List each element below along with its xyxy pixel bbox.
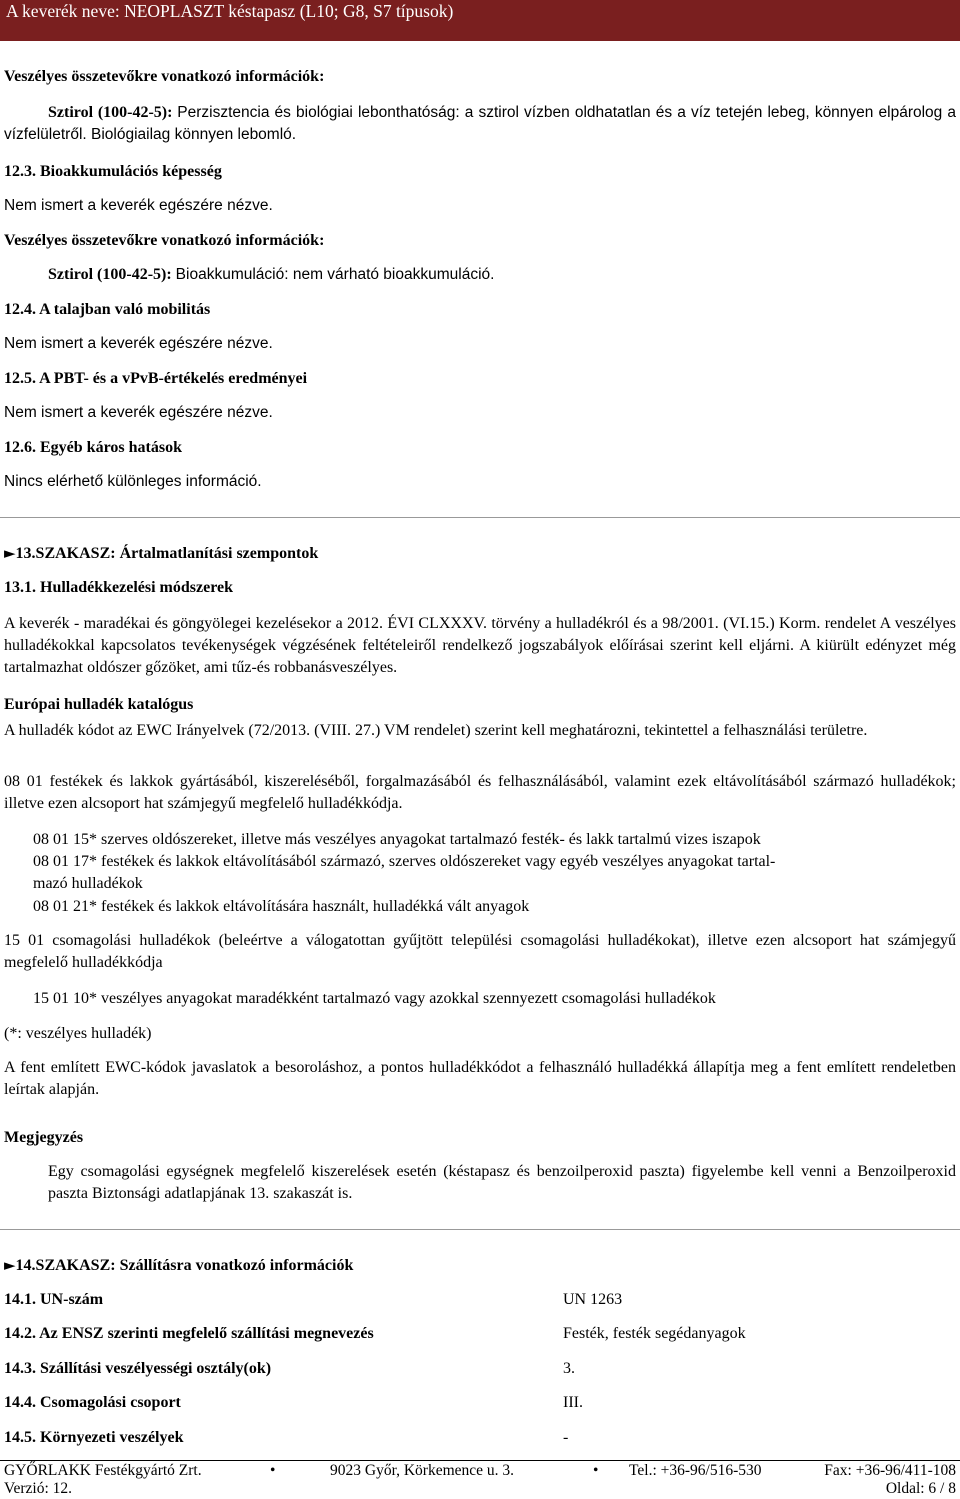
group-08-paragraph: 08 01 festékek és lakkok gyártásából, kiszereléséből, forgalmazásából és felhasználásából, valamint ezek eltávolításából származó hulladékok; illetve ezen alcsoport hat számjegyű megfelelő hulladékkódja. <box>4 773 956 812</box>
remark-heading: Megjegyzés <box>4 1129 84 1146</box>
ewc-code-note: A fent említett EWC-kódok javaslatok a besoroláshoz, a pontos hulladékkódot a felhasználó hulladékká állapítja meg a fent említett rendeletben leírtak alapján. <box>4 1059 956 1098</box>
section-13-title: 13.SZAKASZ: Ártalmatlanítási szempontok <box>15 545 319 562</box>
waste-code-080115: 08 01 15* szerves oldószereket, illetve más veszélyes anyagokat tartalmazó festék- és lakk tartalmú vizes iszapok <box>33 831 761 848</box>
section-divider-2 <box>0 1229 960 1230</box>
waste-code-150110: 15 01 10* veszélyes anyagokat maradékként tartalmazó vagy azokkal szennyezett csomagolási hulladékok <box>33 990 716 1007</box>
transport-row-value: 3. <box>563 1360 575 1377</box>
ewc-paragraph: A hulladék kódot az EWC Irányelvek (72/2013. (VIII. 27.) VM rendelet) szerint kell meghatározni, tekintettel a felhasználási területre. <box>4 722 868 739</box>
waste-code-080117-line2: mazó hulladékok <box>33 875 143 892</box>
styrene-persistence-label: Sztirol (100-42-5): <box>48 104 173 121</box>
document-title: A keverék neve: NEOPLASZT késtapasz (L10; G8, S7 típusok) <box>6 1 454 21</box>
transport-row-label: 14.5. Környezeti veszélyek <box>4 1429 184 1446</box>
styrene-bioaccumulation-text: Bioakkumuláció: nem várható bioakkumuláció. <box>175 266 495 283</box>
section-12-3-title: 12.3. Bioakkumulációs képesség <box>4 163 222 180</box>
section-12-5-title: 12.5. A PBT- és a vPvB-értékelés eredményei <box>4 370 308 387</box>
remark-text: Egy csomagolási egységnek megfelelő kiszerelések esetén (késtapasz és benzoilperoxid paszta) figyelembe kell venni a Benzoilperoxid paszta Biztonsági adatlapjának 13. szakaszát is. <box>48 1163 956 1202</box>
footer-fax: Fax: +36-96/411-108 <box>824 1462 956 1479</box>
styrene-persistence-text: Perzisztencia és biológiai lebonthatóság: a sztirol vízben oldhatatlan és a víz tetején lebeg, könnyen elpárolog a vízfelületről. Biológiailag könnyen lebomló. <box>4 104 957 143</box>
transport-row-value: III. <box>563 1394 583 1411</box>
footer-phone: Tel.: +36-96/516-530 <box>629 1462 762 1479</box>
section-arrow-icon: ► <box>4 544 16 562</box>
section-12-4-text: Nem ismert a keverék egészére nézve. <box>4 335 273 352</box>
footer-divider <box>0 1460 960 1461</box>
section-13-1-title: 13.1. Hulladékkezelési módszerek <box>4 579 234 596</box>
hazard-components-heading: Veszélyes összetevőkre vonatkozó információk: <box>4 68 325 85</box>
group-15-paragraph: 15 01 csomagolási hulladékok (beleértve a válogatottan gyűjtött települési csomagolási hulladékokat), illetve ezen alcsoport hat számjegyű megfelelő hulladékkódja <box>4 932 956 971</box>
document-header <box>0 0 960 41</box>
section-12-3-text: Nem ismert a keverék egészére nézve. <box>4 197 273 214</box>
section-divider <box>0 517 960 518</box>
footer-version: Verzió: 12. <box>4 1480 73 1497</box>
ewc-heading: Európai hulladék katalógus <box>4 696 194 713</box>
hazardous-waste-note: (*: veszélyes hulladék) <box>4 1025 152 1042</box>
styrene-persistence-paragraph <box>4 102 956 146</box>
transport-row-value: Festék, festék segédanyagok <box>563 1325 746 1342</box>
hazard-components-heading-2: Veszélyes összetevőkre vonatkozó információk: <box>4 232 325 249</box>
transport-row-label: 14.1. UN-szám <box>4 1291 104 1308</box>
transport-row-label: 14.3. Szállítási veszélyességi osztály(ok) <box>4 1360 272 1377</box>
section-13-heading <box>4 542 318 565</box>
footer-company: GYŐRLAKK Festékgyártó Zrt. <box>4 1462 202 1479</box>
waste-code-080121: 08 01 21* festékek és lakkok eltávolítására használt, hulladékká vált anyagok <box>33 898 530 915</box>
waste-treatment-paragraph: A keverék - maradékai és göngyölegei kezelésekor a 2012. ÉVI CLXXXV. törvény a hulladékról és a 98/2001. (VI.15.) Korm. rendelet A veszélyes hulladékokkal kapcsolatos tevékenységek végzésének feltételeiről rendelkező jogszabályok előírásai szerint kell eljárni. A kiürült edényzet még tartalmazhat oldószer gőzöket, ami tűz-és robbanásveszélyes. <box>4 615 956 676</box>
transport-row-label: 14.4. Csomagolási csoport <box>4 1394 181 1411</box>
section-12-6-title: 12.6. Egyéb káros hatások <box>4 439 182 456</box>
footer-bullet-icon: • <box>593 1462 599 1479</box>
section-12-6-text: Nincs elérhető különleges információ. <box>4 473 262 490</box>
section-12-4-title: 12.4. A talajban való mobilitás <box>4 301 211 318</box>
transport-row-value: UN 1263 <box>563 1291 623 1308</box>
section-arrow-icon: ► <box>4 1256 16 1274</box>
section-12-5-text: Nem ismert a keverék egészére nézve. <box>4 404 273 421</box>
styrene-bioaccumulation-label: Sztirol (100-42-5): <box>48 266 172 283</box>
section-14-heading <box>4 1254 353 1277</box>
waste-code-080117-line1: 08 01 17* festékek és lakkok eltávolításából származó, szerves oldószereket vagy egyéb veszélyes anyagokat tartal- <box>33 853 776 870</box>
section-14-title: 14.SZAKASZ: Szállításra vonatkozó információk <box>15 1257 354 1274</box>
styrene-bioaccumulation-line <box>48 264 494 286</box>
transport-row-value: - <box>563 1429 569 1446</box>
footer-page-number: Oldal: 6 / 8 <box>885 1480 956 1497</box>
transport-row-label: 14.2. Az ENSZ szerinti megfelelő szállítási megnevezés <box>4 1325 374 1342</box>
footer-bullet-icon: • <box>270 1462 276 1479</box>
footer-address: 9023 Győr, Körkemence u. 3. <box>330 1462 515 1479</box>
